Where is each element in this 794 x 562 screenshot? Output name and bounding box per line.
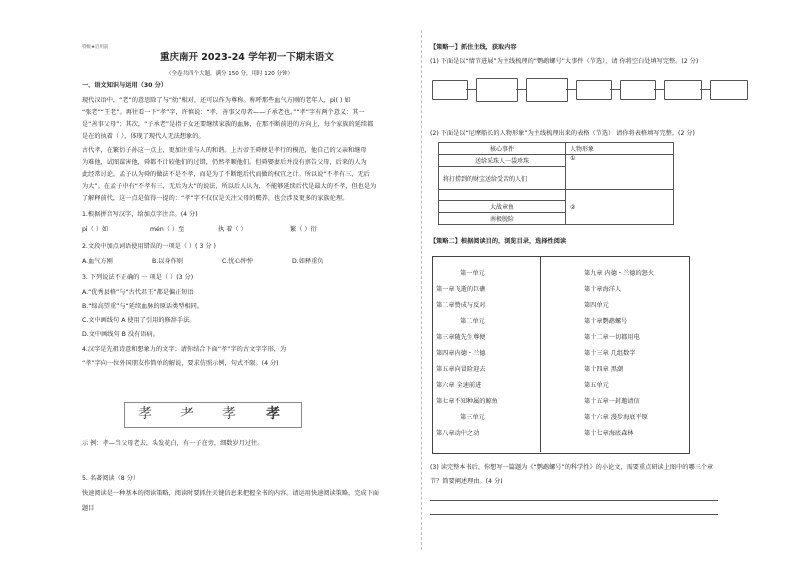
q2-option-d[interactable]: D.如释重负	[292, 258, 324, 265]
answer-line[interactable]	[430, 514, 718, 515]
question-5: 5. 名著阅读（8 分）	[82, 475, 140, 482]
seal-glyph-4: 孝	[266, 406, 280, 422]
passage-line: 古代孝，在繁衍子孙这一点上，更加注重与人的和谐。上古帝王舜便是孝行的模范，他自己的父亲和继母	[82, 147, 367, 154]
seal-glyph-1: 孝	[138, 406, 152, 422]
passage-line: 此经常讨论。孟子认为舜的做法不是不孝，而是为了不断绝后代而做的权宜之计。所以说“不孝有三，无后	[82, 171, 370, 178]
toc-left-item[interactable]: 第六章 全速前进	[436, 382, 482, 389]
table-cell: 将打捞到的财宝送给受苦的人们	[439, 167, 566, 190]
seal-glyph-3: 孝	[222, 406, 236, 422]
flow-node[interactable]	[620, 80, 656, 100]
toc-left-item[interactable]: 第五章向冒险迎去	[436, 366, 486, 373]
q3-option-c[interactable]: C.文中画线句 A 使用了引用的修辞手法。	[82, 317, 196, 324]
seal-glyph-2: 耂	[180, 406, 194, 422]
toc-left-item[interactable]: 第七章不知种属的鲸鱼	[436, 398, 498, 405]
table-cell: 大战章鱼	[439, 201, 566, 213]
question-4-line: 4.汉字是先祖诗意和想象力的文字；请你结合下面“孝”字的古文字字形，为	[82, 346, 287, 353]
toc-left-item[interactable]: 第三单元	[460, 414, 485, 421]
question-4-line: “孝”字向一位外国朋友作简单的解说，要求仿照示例，句式不限。(4 分)	[82, 360, 279, 367]
document-header: 特级★启用前	[82, 45, 109, 50]
passage-line: 为大”。在孟子中有“不孝有三，无后为大”的说法，所以后人认为，不能够延续后代是最大的不孝，但也是为	[82, 183, 377, 190]
right-question-2: (2) 下面是以“尼摩船长的人物形象”为主线梳理出来的表格（节选） 请你将表格填写完整。(2 分)	[430, 130, 695, 137]
page-subtitle: （全卷共四个大题，满分 150 分，用时 120 分钟）	[166, 71, 293, 77]
flow-arrow	[610, 89, 620, 90]
toc-right-item[interactable]: 第五单元	[584, 382, 609, 389]
q3-option-d[interactable]: D.文中画线句 B 没有语病。	[82, 331, 159, 338]
strategy-2-heading: 【策略二】根据阅读目的，浏览目录，选择性阅读	[430, 238, 567, 245]
table-cell: 送给采珠人一袋珍珠	[439, 155, 566, 167]
table-mark[interactable]: ①	[566, 155, 674, 190]
toc-left-item[interactable]: 第一章飞逝的巨礁	[436, 286, 486, 293]
page-title: 重庆南开 2023-24 学年初一下期末语文	[160, 52, 334, 63]
q5-text-line: 题目	[82, 505, 95, 512]
passage-line: 是在的执着（ ），体现了现代人无法想象的。	[82, 133, 205, 140]
example-text: 示 例：孝—当父母老去，头发花白，有一子在旁，细数岁月过往。	[82, 440, 264, 447]
flow-node[interactable]	[576, 80, 612, 100]
flow-node[interactable]	[476, 78, 518, 102]
toc-right-item[interactable]: 第十章鹦鹉螺号	[584, 318, 628, 325]
character-table	[438, 142, 674, 225]
flow-arrow	[466, 89, 476, 90]
section-1-heading: 一、语文知识与运用（30 分）	[82, 82, 168, 89]
flow-node[interactable]	[664, 80, 702, 100]
column-divider	[421, 30, 422, 550]
toc-right-item[interactable]: 第十五章一封邀请信	[584, 398, 640, 405]
toc-right-item[interactable]: 第十六章 漫步海底平原	[584, 414, 648, 421]
question-2: 2.文段中加点词语使用错误的一项是（ ）( 3 分 )	[82, 243, 216, 250]
flow-arrow	[654, 89, 664, 90]
table-header-cell: 核心事件	[439, 143, 566, 155]
table-cell[interactable]	[439, 190, 566, 201]
table-mark[interactable]: ②	[566, 190, 674, 225]
table-cell: 南极脱险	[439, 213, 566, 225]
flow-node[interactable]	[526, 78, 568, 102]
q1-item[interactable]: pì（ ）如	[82, 226, 109, 233]
toc-right-item[interactable]: 第十七章海底森林	[584, 430, 634, 437]
q2-option-a[interactable]: A.血气方刚	[82, 258, 113, 265]
answer-line[interactable]	[430, 500, 718, 501]
question-3: 3. 下列说法不正确的 一 项是（ ）(3 分)	[82, 274, 194, 281]
q1-item[interactable]: mén（ ）至	[150, 226, 185, 233]
q3-option-b[interactable]: B.“缔高望重”与“延续血脉的原话类型相同。	[82, 303, 204, 310]
flow-node[interactable]	[432, 80, 468, 100]
q2-option-b[interactable]: B.以身作则	[152, 258, 183, 265]
passage-line: 了解释前代，这一点是值得一提的：“孝”字不仅仅是关注父母的赡养，也会涉及更多的家族伦理。	[82, 195, 349, 202]
q1-item[interactable]: 繁（ ）衍	[290, 226, 317, 233]
passage-line: 是“善事父母”；其次，“子承老”是指子女还要继续家族的血脉，在那不断前进的方向上，每个家族的延续都	[82, 121, 374, 128]
q1-item[interactable]: 执 着（ ）	[218, 226, 247, 233]
right-question-3-line: 节？简要阐述理由。(4 分)	[430, 478, 503, 485]
toc-right-item[interactable]: 第十四章 黑潮	[584, 366, 624, 373]
flow-node[interactable]	[710, 80, 748, 100]
flow-arrow	[516, 89, 526, 90]
toc-left-item[interactable]: 第四章内德・兰德	[436, 350, 486, 357]
passage-line: 现代汉语中，“老”的意思除了与“幼”相对，还可以作为尊称。称呼那些血气方刚的老年人，pì( ) 如	[82, 97, 351, 104]
toc-left-item[interactable]: 第二单元	[460, 318, 485, 325]
q5-text-line: 快速阅读是一种基本的阅读策略，阅读时要抓住关键信息来把握全书的内容。请运用快速阅读策略，完成下面	[82, 490, 379, 497]
toc-right-item[interactable]: 第十章海洋人	[584, 286, 622, 293]
toc-right-item[interactable]: 第九章 内德・兰德的怒火	[584, 270, 655, 277]
q2-option-c[interactable]: C.忧心忡忡	[222, 258, 254, 265]
toc-divider	[540, 257, 541, 452]
right-question-1: (1) 下面是以“情节进展”为主线梳理的“鹦鹉螺号”大事件（节选），请 你将空白处填写完整。(2 分)	[430, 58, 699, 65]
q3-option-a[interactable]: A.“优秀县格”与“古代君王”都是偏正短语	[82, 289, 194, 296]
passage-line: 为难他，试图谋害他，舜都不计较他们的过错，仍然孝顺他们。但舜娶妻后并没有禀告父母，后来的人为	[82, 159, 367, 166]
toc-right-item[interactable]: 第十三章 几组数字	[584, 350, 636, 357]
flow-arrow	[566, 89, 576, 90]
flow-arrow	[700, 89, 710, 90]
toc-right-item[interactable]: 第四单元	[584, 302, 609, 309]
strategy-1-heading: 【策略一】抓住主线，获取内容	[430, 44, 517, 51]
passage-line: “张老”“王老”。再往看一下“孝”字，许慎说：“孝，善事父母者——子承老也。”“孝”字有两个意义：其一	[82, 109, 365, 116]
toc-left-item[interactable]: 第八章动中之动	[436, 430, 480, 437]
toc-left-item[interactable]: 第一单元	[460, 270, 485, 277]
right-question-3-line: (3) 读完整本书后，你想写一篇题为《“鹦鹉螺号”的科学性》的小论文，需要重点研读上图中的哪三个章	[430, 464, 714, 471]
question-1: 1.根据拼音写汉字，给加点字注音。(4 分)	[82, 211, 198, 218]
toc-left-item[interactable]: 第二章赞成与反对	[436, 302, 486, 309]
toc-left-item[interactable]: 第三章随先生尊便	[436, 334, 486, 341]
toc-right-item[interactable]: 第十二章一切都用电	[584, 334, 640, 341]
table-header-cell: 人物形象	[566, 143, 674, 155]
